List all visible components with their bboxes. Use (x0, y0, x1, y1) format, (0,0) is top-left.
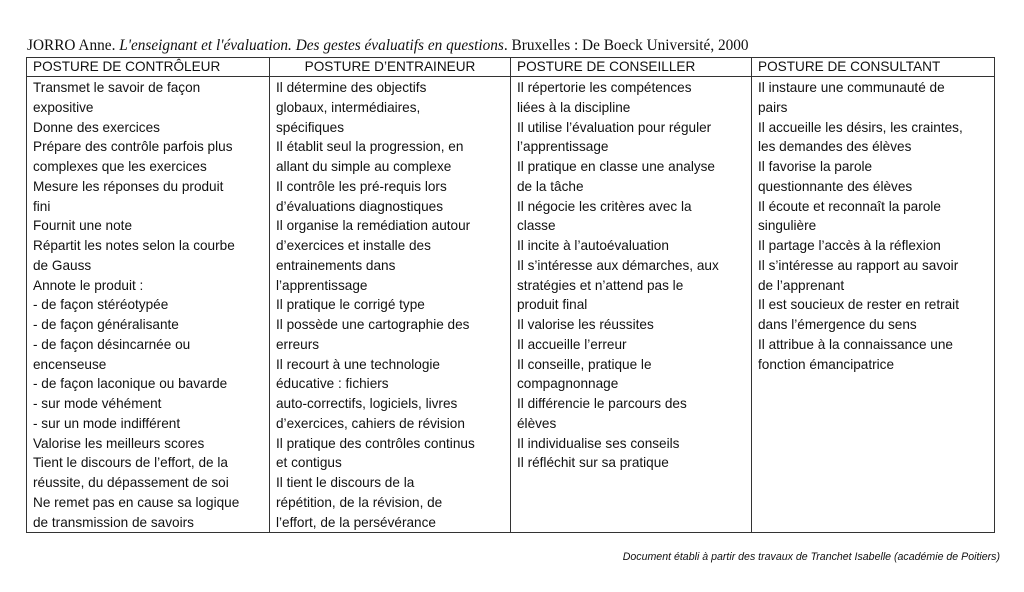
postures-table (26, 57, 995, 533)
cell-line: et contigus (276, 455, 342, 471)
cell-line: expositive (33, 99, 94, 115)
cell-line: complexes que les exercices (33, 159, 207, 174)
cell-line: Il établit seul la progression, en (276, 139, 464, 155)
cell-line: Il utilise l’évaluation pour réguler (517, 119, 712, 135)
cell-line: Il s’intéresse aux démarches, aux (517, 257, 719, 273)
cell-line: Il incite à l’autoévaluation (517, 238, 669, 253)
header-conseiller: POSTURE DE CONSEILLER (511, 58, 752, 77)
cell-line: Il tient le discours de la (276, 475, 415, 490)
cell-line: Il attribue à la connaissance une (758, 336, 953, 352)
cell-line: Il valorise les réussites (517, 317, 654, 332)
cell-line: Mesure les réponses du produit (33, 178, 224, 194)
cell-line: Annote le produit : (33, 277, 144, 293)
cell-line: d’évaluations diagnostiques (276, 198, 444, 214)
cell-line: erreurs (276, 336, 320, 352)
cell-line: questionnante des élèves (758, 178, 913, 194)
cell-line: Il pratique le corrigé type (276, 297, 425, 313)
column-consultant (752, 77, 995, 533)
cell-line: répétition, de la révision, de (276, 494, 443, 510)
cell-line: allant du simple au complexe (276, 159, 452, 174)
cell-line: entrainements dans (276, 257, 396, 273)
cell-line: dans l’émergence du sens (758, 317, 917, 332)
cell-line: l’apprentissage (276, 277, 368, 293)
cell-line: d’exercices et installe des (276, 238, 431, 253)
cell-line: de Gauss (33, 257, 92, 273)
cell-line: - de façon désincarnée ou (33, 336, 191, 352)
column-entraineur (270, 77, 511, 533)
cell-line: Il recourt à une technologie (276, 356, 440, 372)
cell-line: Il possède une cartographie des (276, 317, 470, 332)
cell-line: Il instaure une communauté de (758, 80, 945, 95)
cell-line: Il partage l’accès à la réflexion (758, 238, 941, 253)
cell-line: Il écoute et reconnaît la parole (758, 198, 941, 214)
column-controleur (27, 77, 270, 533)
cell-line: - de façon généralisante (33, 317, 179, 332)
cell-line: l’effort, de la persévérance (276, 514, 436, 530)
cell-line: Tient le discours de l’effort, de la (33, 455, 228, 471)
cell-line: Fournit une note (33, 218, 132, 234)
cell-line: Répartit les notes selon la courbe (33, 238, 235, 253)
cell-line: Il pratique des contrôles continus (276, 435, 475, 451)
cell-line: Il pratique en classe une analyse (517, 159, 715, 174)
cell-line: classe (517, 218, 556, 234)
cell-line: Il négocie les critères avec la (517, 198, 692, 214)
cell-line: fini (33, 198, 51, 214)
cell-line: Ne remet pas en cause sa logique (33, 494, 240, 510)
cell-line: de l’apprenant (758, 277, 845, 293)
cell-line: Il différencie le parcours des (517, 396, 687, 411)
cell-line: - sur mode véhément (33, 396, 162, 411)
citation-publisher: . Bruxelles : De Boeck Université, 2000 (503, 37, 749, 54)
cell-line: pairs (758, 99, 788, 115)
cell-line: auto-correctifs, logiciels, livres (276, 396, 458, 411)
cell-line: stratégies et n’attend pas le (517, 277, 684, 293)
citation-title: L'enseignant et l'évaluation. Des gestes évaluatifs en questions (119, 37, 504, 54)
cell-line: Il contrôle les pré-requis lors (276, 178, 447, 194)
cell-line: Il conseille, pratique le (517, 356, 652, 372)
cell-line: l’apprentissage (517, 139, 609, 155)
cell-line: - de façon stéréotypée (33, 297, 169, 313)
body-row (27, 77, 995, 533)
cell-line: les demandes des élèves (758, 139, 912, 155)
cell-line: - sur un mode indifférent (33, 415, 181, 431)
cell-line: Il individualise ses conseils (517, 435, 680, 451)
cell-line: encenseuse (33, 356, 107, 372)
cell-line: Il accueille l’erreur (517, 336, 627, 352)
cell-line: de transmission de savoirs (33, 514, 194, 530)
column-conseiller (511, 77, 752, 533)
header-consultant: POSTURE DE CONSULTANT (752, 58, 995, 77)
cell-line: Il est soucieux de rester en retrait (758, 297, 959, 313)
cell-line: éducative : fichiers (276, 376, 389, 392)
header-entraineur: POSTURE D’ENTRAINEUR (270, 58, 511, 77)
cell-line: globaux, intermédiaires, (276, 99, 421, 115)
cell-line: de la tâche (517, 178, 584, 194)
cell-line: Il accueille les désirs, les craintes, (758, 119, 963, 135)
cell-line: Valorise les meilleurs scores (33, 435, 205, 451)
header-controleur: POSTURE DE CONTRÔLEUR (27, 58, 270, 77)
citation-author: JORRO Anne. (27, 37, 120, 54)
cell-line: Il organise la remédiation autour (276, 218, 471, 234)
cell-line: Donne des exercices (33, 119, 160, 135)
cell-line: réussite, du dépassement de soi (33, 475, 229, 490)
cell-line: singulière (758, 218, 817, 234)
cell-line: Il répertorie les compétences (517, 80, 692, 95)
cell-line: Transmet le savoir de façon (33, 80, 201, 95)
cell-line: Il s’intéresse au rapport au savoir (758, 257, 959, 273)
cell-line: Prépare des contrôle parfois plus (33, 139, 233, 155)
cell-line: - de façon laconique ou bavarde (33, 376, 228, 392)
cell-line: Il réfléchit sur sa pratique (517, 455, 669, 471)
cell-line: d’exercices, cahiers de révision (276, 415, 465, 431)
cell-line: produit final (517, 297, 588, 313)
cell-line: spécifiques (276, 119, 345, 135)
cell-line: fonction émancipatrice (758, 356, 895, 372)
cell-line: compagnonnage (517, 376, 619, 392)
bibliographic-citation (27, 37, 749, 55)
source-footer: Document établi à partir des travaux de Tranchet Isabelle (académie de Poitiers) (622, 551, 1000, 563)
cell-line: Il favorise la parole (758, 159, 873, 174)
header-row (27, 58, 995, 77)
cell-line: élèves (517, 415, 557, 431)
cell-line: Il détermine des objectifs (276, 80, 427, 95)
cell-line: liées à la discipline (517, 99, 631, 115)
